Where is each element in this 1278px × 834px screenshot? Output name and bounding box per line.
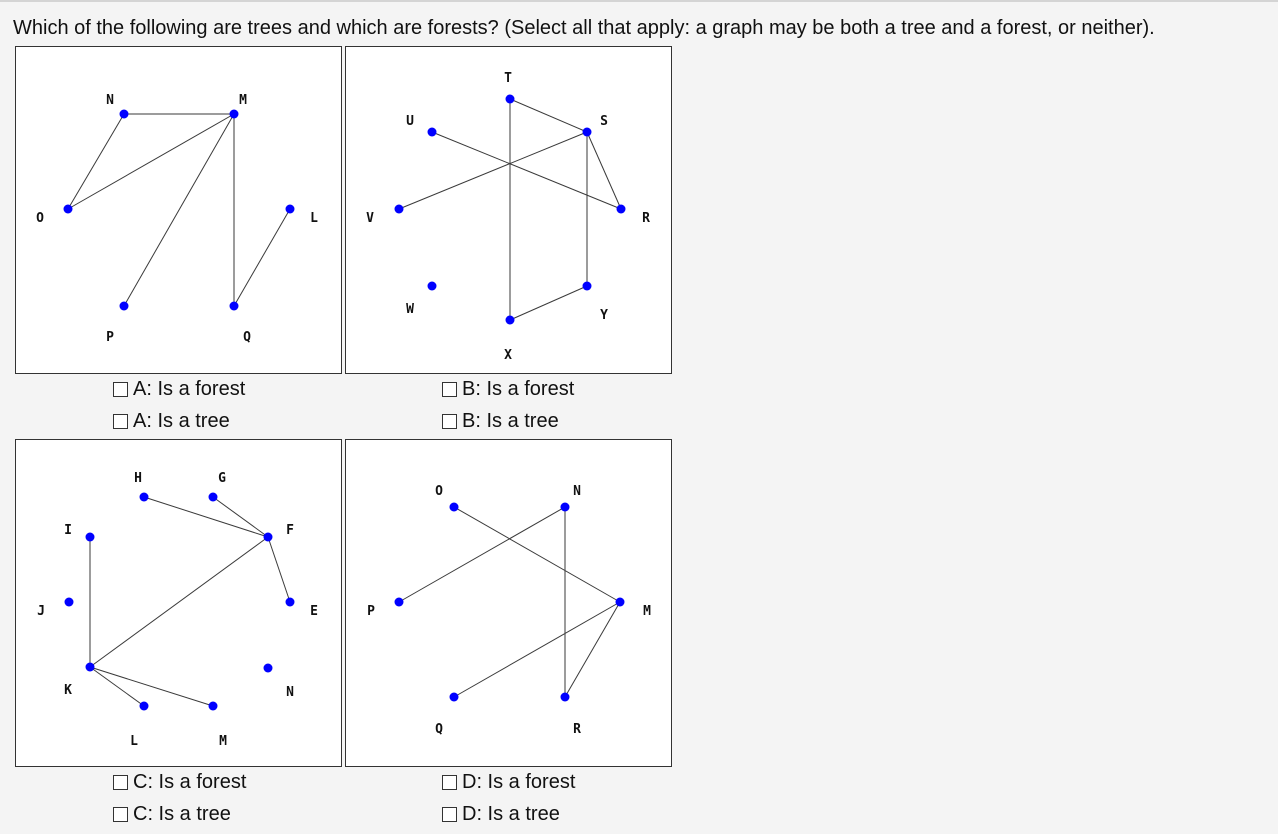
node-label-k: K [64, 683, 72, 698]
edge-g-f [213, 497, 268, 537]
node-label-t: T [504, 71, 512, 86]
node-p [120, 302, 129, 311]
edge-h-f [144, 497, 268, 537]
node-n [561, 503, 570, 512]
option-b-forest[interactable] [442, 378, 574, 401]
edge-u-r [432, 132, 621, 209]
graph-a-panel [15, 46, 342, 374]
node-label-v: V [366, 211, 374, 226]
node-label-q: Q [435, 722, 443, 737]
node-label-w: W [406, 302, 414, 317]
option-c-forest[interactable] [113, 771, 246, 794]
node-label-e: E [310, 604, 318, 619]
node-label-r: R [642, 211, 650, 226]
graph-c-panel [15, 439, 342, 767]
node-label-i: I [64, 523, 72, 538]
node-label-l: L [130, 734, 138, 749]
node-y [583, 282, 592, 291]
node-label-q: Q [243, 330, 251, 345]
option-d-forest[interactable] [442, 771, 575, 794]
node-label-f: F [286, 523, 294, 538]
edge-n-o [68, 114, 124, 209]
node-i [86, 533, 95, 542]
node-label-n: N [286, 685, 294, 700]
node-label-n: N [573, 484, 581, 499]
node-label-l: L [310, 211, 318, 226]
node-label-p: P [106, 330, 114, 345]
option-label: D: Is a forest [462, 771, 576, 793]
edge-n-p [399, 507, 565, 602]
edge-v-s [399, 132, 587, 209]
node-t [506, 95, 515, 104]
checkbox[interactable] [442, 414, 457, 429]
graph-b-panel [345, 46, 672, 374]
node-p [395, 598, 404, 607]
edge-m-p [124, 114, 234, 306]
node-n [120, 110, 129, 119]
node-j [65, 598, 74, 607]
option-d-tree[interactable] [442, 803, 560, 826]
node-l [140, 702, 149, 711]
node-label-n: N [106, 93, 114, 108]
node-k [86, 663, 95, 672]
edge-o-m [68, 114, 234, 209]
graph-d-panel [345, 439, 672, 767]
option-c-tree[interactable] [113, 803, 231, 826]
option-label: D: Is a tree [462, 803, 560, 825]
node-u [428, 128, 437, 137]
node-s [583, 128, 592, 137]
node-o [450, 503, 459, 512]
node-label-u: U [406, 114, 414, 129]
node-x [506, 316, 515, 325]
graph-b [346, 47, 671, 373]
graph-d [346, 440, 671, 766]
question-text: Which of the following are trees and which are forests? (Select all that apply: a graph may be both a tree and a forest, or neither). [13, 17, 1155, 39]
node-label-h: H [134, 471, 142, 486]
node-o [64, 205, 73, 214]
edge-f-k [90, 537, 268, 667]
node-h [140, 493, 149, 502]
edge-m-r [565, 602, 620, 697]
checkbox[interactable] [442, 382, 457, 397]
node-label-r: R [573, 722, 581, 737]
edge-k-l [90, 667, 144, 706]
option-a-tree[interactable] [113, 410, 230, 433]
node-q [450, 693, 459, 702]
node-m [209, 702, 218, 711]
graph-c [16, 440, 341, 766]
node-label-j: J [37, 604, 45, 619]
edge-m-q [454, 602, 620, 697]
graph-a [16, 47, 341, 373]
edge-f-e [268, 537, 290, 602]
node-label-m: M [219, 734, 227, 749]
node-f [264, 533, 273, 542]
option-label: C: Is a tree [133, 803, 231, 825]
node-v [395, 205, 404, 214]
node-label-y: Y [600, 308, 608, 323]
node-n [264, 664, 273, 673]
node-m [230, 110, 239, 119]
option-label: B: Is a forest [462, 378, 575, 400]
checkbox[interactable] [113, 807, 128, 822]
option-label: C: Is a forest [133, 771, 247, 793]
node-r [561, 693, 570, 702]
checkbox[interactable] [442, 807, 457, 822]
node-label-m: M [643, 604, 651, 619]
top-divider [0, 0, 1278, 2]
edge-q-l [234, 209, 290, 306]
option-b-tree[interactable] [442, 410, 559, 433]
edge-k-m [90, 667, 213, 706]
checkbox[interactable] [113, 414, 128, 429]
option-a-forest[interactable] [113, 378, 245, 401]
edge-y-x [510, 286, 587, 320]
node-label-g: G [218, 471, 226, 486]
node-label-p: P [367, 604, 375, 619]
node-label-s: S [600, 114, 608, 129]
checkbox[interactable] [113, 382, 128, 397]
node-w [428, 282, 437, 291]
node-e [286, 598, 295, 607]
node-m [616, 598, 625, 607]
node-label-o: O [36, 211, 44, 226]
option-label: B: Is a tree [462, 410, 559, 432]
node-r [617, 205, 626, 214]
edge-t-s [510, 99, 587, 132]
checkbox[interactable] [113, 775, 128, 790]
node-q [230, 302, 239, 311]
node-label-x: X [504, 348, 512, 363]
option-label: A: Is a tree [133, 410, 230, 432]
edge-o-m [454, 507, 620, 602]
option-label: A: Is a forest [133, 378, 246, 400]
node-label-m: M [239, 93, 247, 108]
node-l [286, 205, 295, 214]
node-label-o: O [435, 484, 443, 499]
checkbox[interactable] [442, 775, 457, 790]
node-g [209, 493, 218, 502]
